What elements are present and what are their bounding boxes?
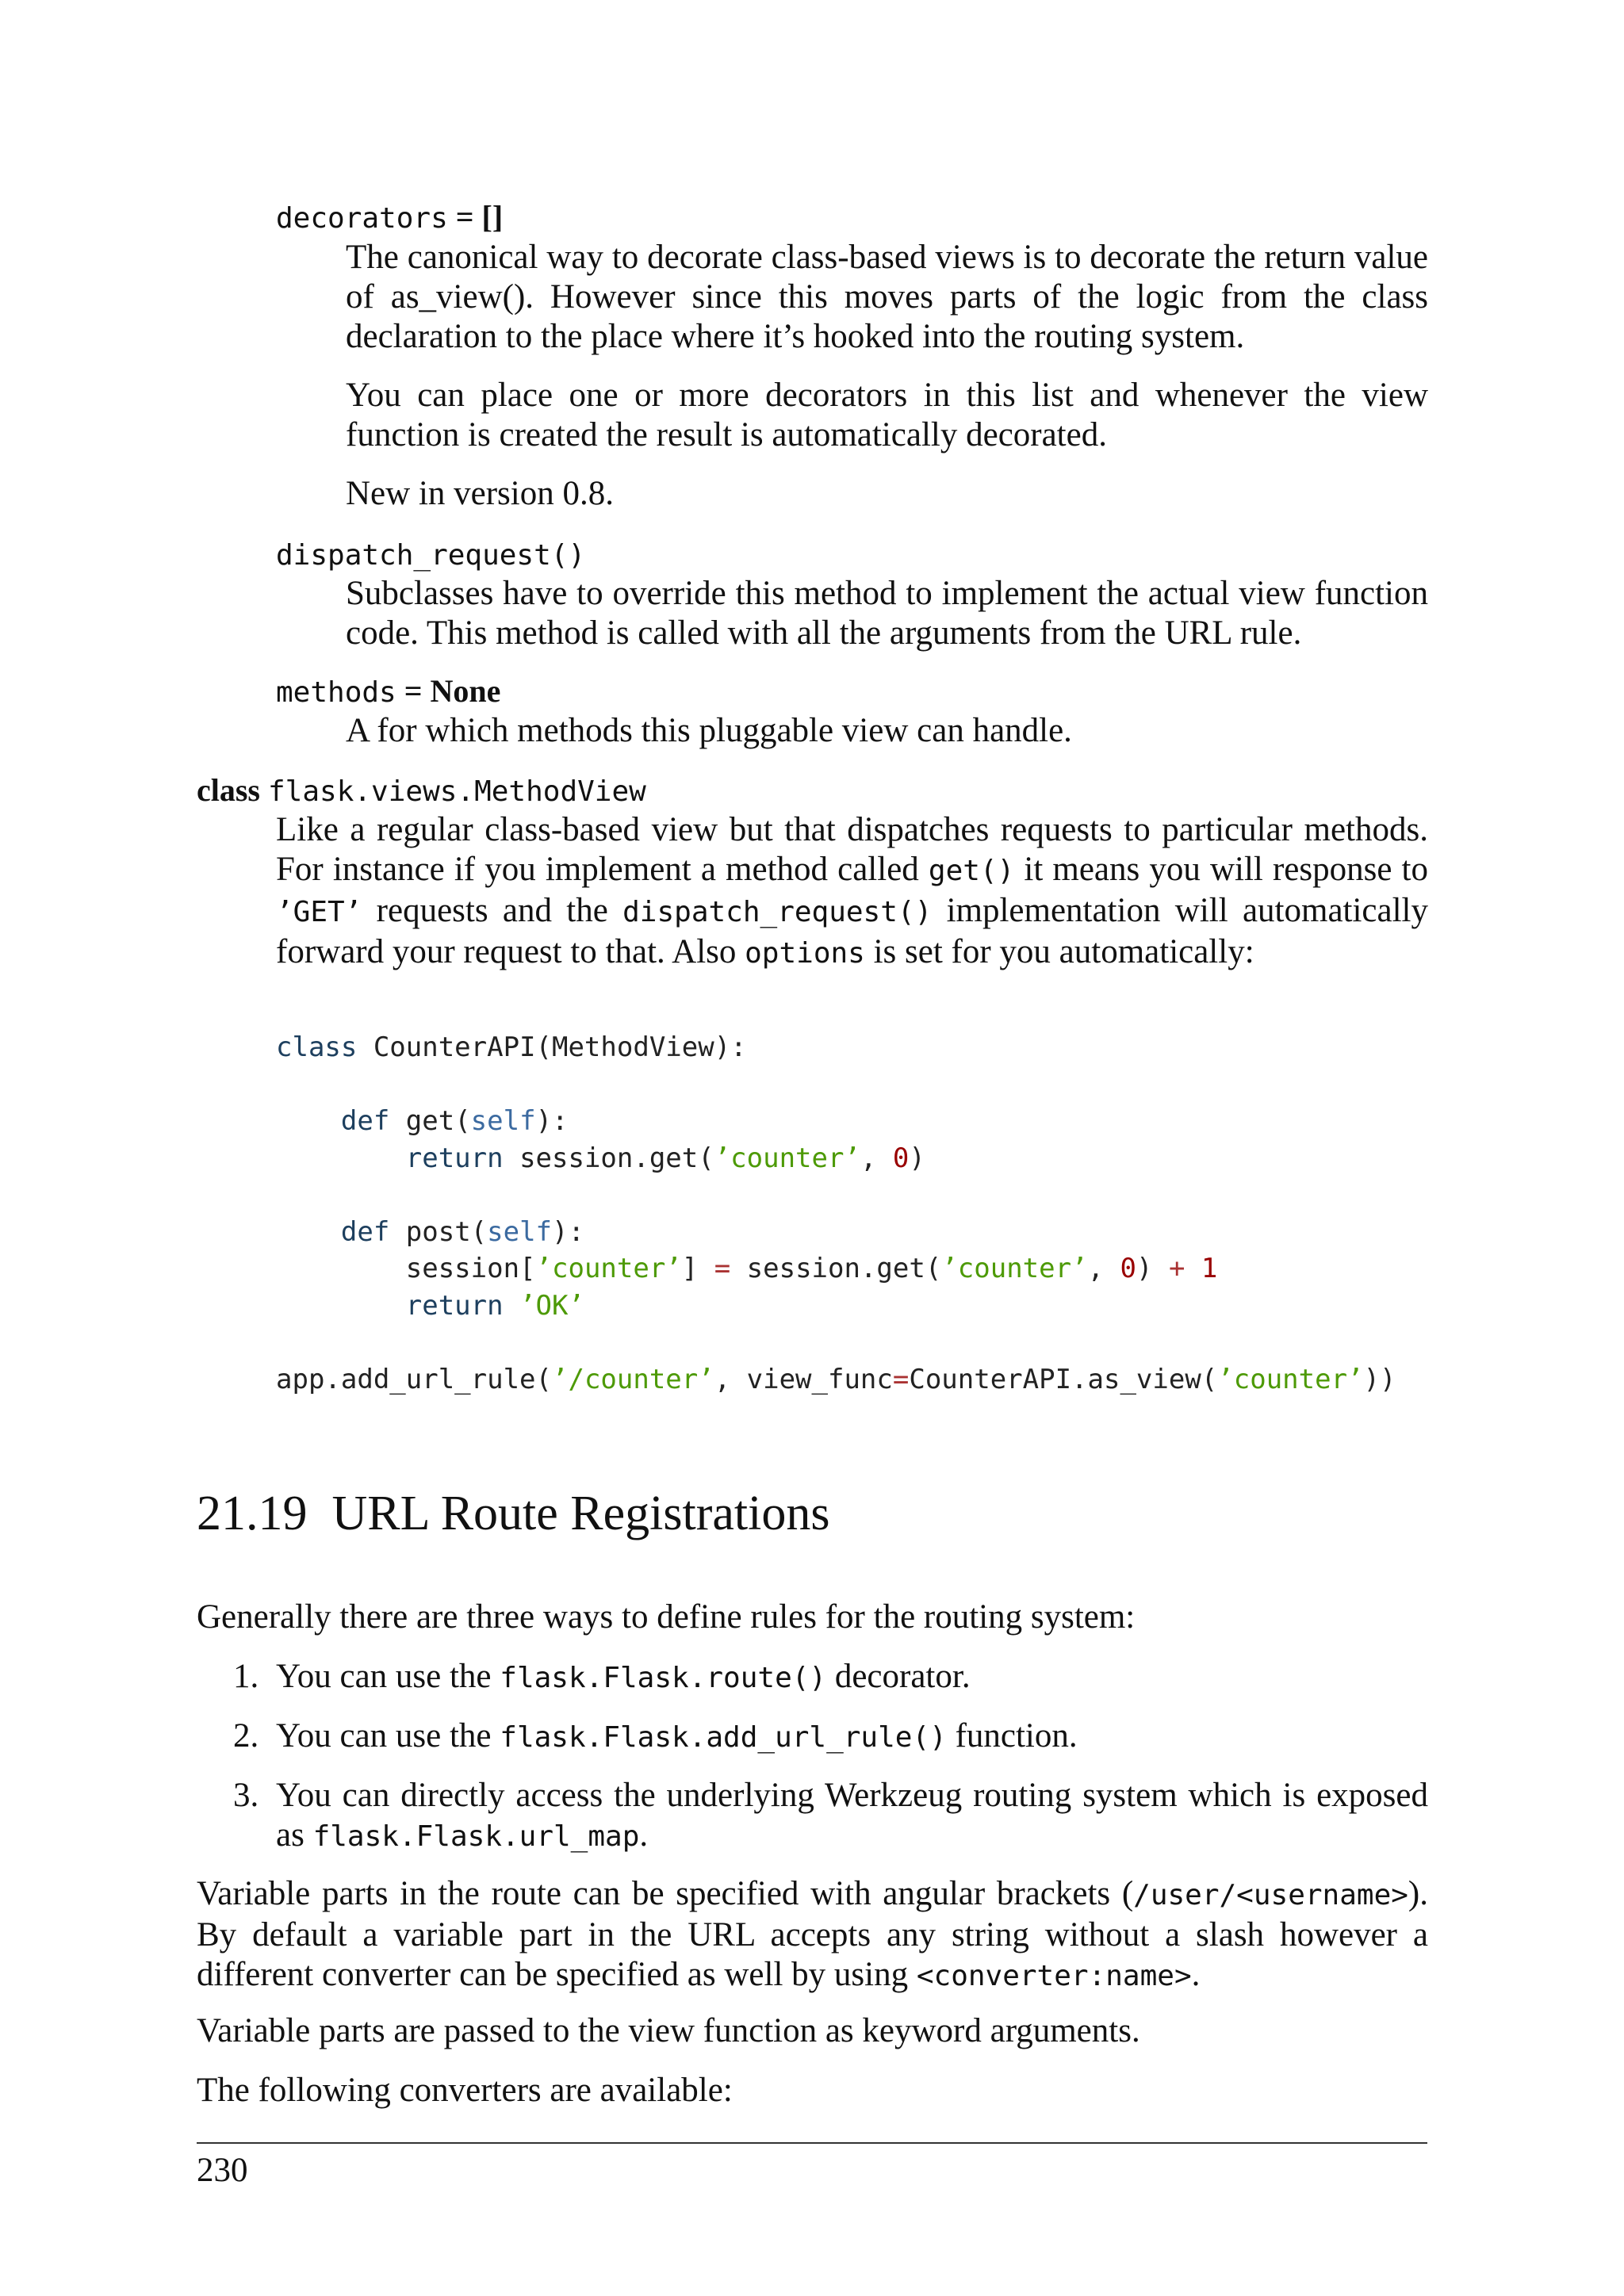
decorators-name: decorators [276,202,448,235]
decorators-value: = [] [447,199,504,235]
code-line-4: def post(self): [340,1215,584,1248]
list-item-text: You can use the flask.Flask.route() decorator. [276,1658,971,1695]
methods-description: A for which methods this pluggable view can handle. [346,712,1072,749]
class-keyword: class [197,772,260,808]
section-heading [197,1486,830,1541]
decorators-description-1: The canonical way to decorate class-based views is to decorate the return value of as_view(). However since this moves parts of the logic from the class declaration to the place where it’s hooked into the routing system. [346,239,1428,355]
methodview-text-1: Like a regular class-based view but that dispatches requests to particular methods. For instance if you implement a method called [276,811,1428,888]
dispatch-request-description: Subclasses have to override this method to implement the actual view function code. This method is called with all the arguments from the URL rule. [346,575,1428,652]
methods-name: methods [276,676,396,709]
list-item-text: You can use the flask.Flask.add_url_rule() function. [276,1717,1078,1755]
decorators-description-2: You can place one or more decorators in this list and whenever the view function is created the result is automatically decorated. [346,377,1428,453]
page-number: 230 [197,2152,248,2189]
inline-code-converter-name: <converter:name> [916,1960,1192,1992]
inline-code-dispatch: dispatch_request() [622,896,933,928]
dispatch-request-name: dispatch_request() [276,539,586,572]
list-number: 2. [233,1717,259,1755]
inline-code-get: get() [928,855,1015,887]
inline-code-add-url-rule: flask.Flask.add_url_rule() [500,1721,947,1754]
code-line-1: class CounterAPI(MethodView): [276,1031,747,1063]
methodview-description [276,810,1428,974]
list-item-1 [233,1657,1428,1697]
methodview-name: flask.views.MethodView [268,775,646,808]
list-item-2 [233,1716,1428,1756]
keyword-arguments-paragraph: Variable parts are passed to the view function as keyword arguments. [197,2012,1140,2049]
methodview-text-5: is set for you automatically: [864,933,1254,970]
code-line-5: session[’counter’] = session.get(’counter’, 0) + 1 [405,1253,1218,1284]
routing-intro: Generally there are three ways to define rules for the routing system: [197,1598,1136,1636]
dispatch-request-signature [276,535,585,575]
code-line-3: return session.get(’counter’, 0) [405,1142,925,1174]
methods-value: = None [396,673,501,709]
list-item-text: You can directly access the underlying Werkzeug routing system which is exposed as flask.Flask.url_map. [276,1777,1428,1854]
section-title: URL Route Registrations [331,1487,830,1540]
list-number: 1. [233,1658,259,1695]
methodview-signature [197,771,646,811]
inline-code-route: flask.Flask.route() [500,1662,827,1694]
footer-rule [197,2142,1427,2144]
variable-parts-text-3: . [1191,1956,1201,1993]
version-note: New in version 0.8. [346,475,614,512]
inline-code-user-username: /user/<username> [1133,1879,1408,1911]
decorators-signature [276,198,503,238]
inline-code-url-map: flask.Flask.url_map [312,1820,640,1853]
methods-signature [276,672,500,712]
variable-parts-paragraph [197,1874,1428,1996]
list-item-3 [233,1776,1428,1857]
list-number: 3. [233,1777,259,1814]
variable-parts-text-1: Variable parts in the route can be specified with angular brackets ( [197,1875,1134,1912]
inline-code-GET: ’GET’ [276,896,362,928]
inline-code-options: options [745,937,865,970]
code-line-7: app.add_url_rule(’/counter’, view_func=CounterAPI.as_view(’counter’)) [276,1363,1396,1395]
converters-intro: The following converters are available: [197,2072,733,2109]
code-line-2: def get(self): [340,1105,569,1137]
code-example [276,1029,1396,1398]
methodview-text-3: requests and the [362,892,623,929]
variable-parts-text-2: ). By default a variable part in the URL accepts any string without a slash however a different converter can be specified as well by using [197,1875,1428,1993]
methodview-text-4: implementation will automatically forward your request to that. Also [276,892,1428,970]
code-block [276,1029,1396,1398]
code-line-6: return ’OK’ [405,1289,584,1322]
methodview-text-2: it means you will response to [1014,851,1428,888]
section-number: 21.19 [197,1487,308,1540]
